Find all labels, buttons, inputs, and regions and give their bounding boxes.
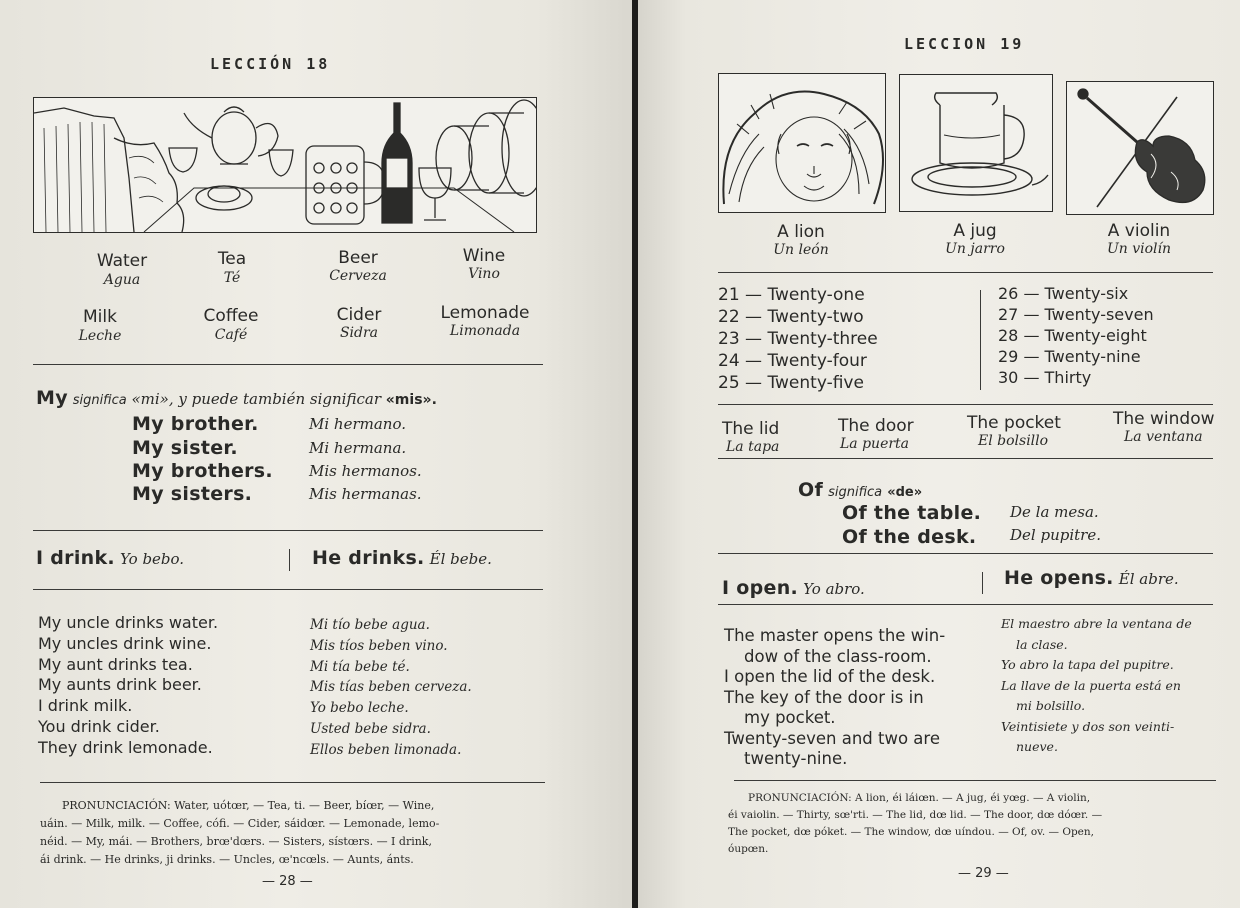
conj-es: Yo bebo. xyxy=(120,550,185,568)
page-number: — 28 — xyxy=(262,874,313,889)
vocab-en: The window xyxy=(1113,409,1215,429)
example-en: My brothers. xyxy=(132,460,273,482)
number-word: 27 — Twenty-seven xyxy=(998,305,1154,324)
of-rule xyxy=(798,479,922,501)
conj-es: Él abre. xyxy=(1118,570,1179,588)
rule-text: «mi», y puede también significar xyxy=(131,390,381,408)
number-word: 26 — Twenty-six xyxy=(998,284,1129,303)
sentence-es: Mi tía bebe té. xyxy=(310,658,410,675)
sentence-en: My uncle drinks water. xyxy=(38,613,219,632)
vocab-es: Agua xyxy=(103,272,141,288)
sentence-es: la clase. xyxy=(1016,636,1068,652)
sentence-en: The key of the door is in xyxy=(724,687,924,707)
conj-en: I drink. xyxy=(36,547,115,569)
example-es: Mis hermanos. xyxy=(309,462,422,480)
pronunciation-line: éi vaiolin. — Thirty, sœ'rti. — The lid, dœ lid. — The door, dœ dóœr. — xyxy=(728,809,1103,821)
divider xyxy=(718,272,1213,273)
pronunciation-line: PRONUNCIACIÓN: Water, uótœr, — Tea, ti. — Beer, bíœr, — Wine, xyxy=(62,799,435,812)
conj-en: He drinks. xyxy=(312,547,425,569)
sentence-en: twenty-nine. xyxy=(744,749,848,768)
vocab-es: Limonada xyxy=(449,323,521,339)
divider xyxy=(734,780,1216,781)
vocab-es: Té xyxy=(223,270,241,286)
sentence-es: Mi tío bebe agua. xyxy=(310,617,430,633)
number-word: 30 — Thirty xyxy=(998,368,1092,387)
vocab-es: Cerveza xyxy=(329,268,387,284)
divider xyxy=(718,404,1213,405)
sentence-es: Mis tías beben cerveza. xyxy=(310,679,472,696)
example-es: Mi hermano. xyxy=(309,415,406,433)
number-word: 28 — Twenty-eight xyxy=(998,326,1147,345)
pronunciation-line: óupœn. xyxy=(728,843,769,855)
example-es: Mis hermanas. xyxy=(309,485,422,503)
sentence-en: I drink milk. xyxy=(38,696,133,716)
sentence-en: my pocket. xyxy=(744,708,836,727)
sentence-en: You drink cider. xyxy=(38,717,160,736)
conj-i xyxy=(722,577,865,599)
vocab-en: Coffee xyxy=(203,306,259,326)
example-en: My sister. xyxy=(132,437,238,459)
conj-es: Él bebe. xyxy=(429,550,492,568)
sentence-en: They drink lemonade. xyxy=(38,737,213,757)
number-word: 29 — Twenty-nine xyxy=(998,347,1141,366)
number-word: 25 — Twenty-five xyxy=(718,373,864,393)
conj-he xyxy=(312,547,492,569)
pronunciation-line: The pocket, dœ póket. — The window, dœ uíndou. — Of, ov. — Open, xyxy=(728,826,1094,838)
pronunciation-line: PRONUNCIACIÓN: A lion, éi láiœn. — A jug, éi yœg. — A violin, xyxy=(748,792,1091,804)
vocab-en: The lid xyxy=(722,419,780,439)
drinks-illustration xyxy=(33,97,537,233)
sentence-es: Yo abro la tapa del pupitre. xyxy=(1001,657,1174,672)
picture-label-es: Un jarro xyxy=(945,241,1005,257)
picture-label-en: A violin xyxy=(1107,221,1171,241)
picture-label-es: Un león xyxy=(773,242,829,258)
picture-label-en: A lion xyxy=(777,222,825,242)
vocab-es: Sidra xyxy=(339,325,379,341)
sentence-es: nueve. xyxy=(1016,739,1058,754)
divider xyxy=(718,553,1213,554)
vocab-es: El bolsillo xyxy=(978,433,1049,449)
vocab-en: Milk xyxy=(83,307,117,327)
sentence-en: My aunt drinks tea. xyxy=(38,654,193,674)
sentence-es: Usted bebe sidra. xyxy=(310,721,431,737)
vocab-en: The door xyxy=(838,416,914,436)
example-es: Del pupitre. xyxy=(1010,526,1101,544)
divider xyxy=(980,290,981,390)
pronunciation-line: néid. — My, mái. — Brothers, brœ'dœrs. — Sisters, sístœrs. — I drink, xyxy=(40,835,432,848)
sentence-es: Yo bebo leche. xyxy=(310,700,409,717)
lesson-title: LECCION 19 xyxy=(904,35,1025,53)
sentence-en: dow of the class-room. xyxy=(744,646,932,666)
vocab-es: La tapa xyxy=(726,439,780,455)
number-word: 24 — Twenty-four xyxy=(718,351,867,371)
pronunciation-line: uáin. — Milk, milk. — Coffee, cófi. — Cider, sáidœr. — Lemonade, lemo- xyxy=(40,817,440,830)
number-word: 23 — Twenty-three xyxy=(718,329,878,349)
page-number: — 29 — xyxy=(958,866,1009,881)
sentence-en: My aunts drink beer. xyxy=(38,675,202,695)
divider xyxy=(718,458,1213,459)
vocab-en: Tea xyxy=(217,249,247,269)
vocab-es: La puerta xyxy=(840,436,910,452)
vocab-en: Cider xyxy=(336,305,382,325)
conj-en: I open. xyxy=(722,577,799,599)
picture-label-en: A jug xyxy=(953,221,997,241)
rule-word: My xyxy=(36,387,68,409)
vocab-en: Beer xyxy=(338,248,378,268)
sentence-es: Veintisiete y dos son veinti- xyxy=(1001,718,1175,734)
vocab-es: Café xyxy=(214,327,248,343)
rule-word: Of xyxy=(798,479,824,501)
my-rule xyxy=(36,387,437,409)
divider xyxy=(33,589,543,590)
sentence-es: mi bolsillo. xyxy=(1016,698,1086,713)
example-es: Mi hermana. xyxy=(309,439,407,457)
divider xyxy=(33,530,543,531)
vocab-en: The pocket xyxy=(967,413,1061,433)
example-en: My brother. xyxy=(132,413,259,435)
example-es: De la mesa. xyxy=(1010,503,1099,521)
sentence-en: My uncles drink wine. xyxy=(38,633,212,653)
divider xyxy=(718,604,1213,605)
sentence-en: Twenty-seven and two are xyxy=(724,728,940,748)
pronunciation-line: ái drink. — He drinks, ji drinks. — Uncles, œ'ncœls. — Aunts, ánts. xyxy=(40,853,414,866)
sentence-en: The master opens the win- xyxy=(724,626,946,645)
sentence-es: El maestro abre la ventana de xyxy=(1001,616,1192,631)
conj-i xyxy=(36,547,184,569)
lion-picture xyxy=(718,73,886,213)
rule-significa: significa xyxy=(72,393,127,408)
jug-picture xyxy=(899,74,1053,212)
rule-significa: significa xyxy=(828,485,883,500)
lesson-title: LECCIÓN 18 xyxy=(210,55,331,73)
rule-mis: «mis». xyxy=(385,392,437,408)
vocab-en: Water xyxy=(96,251,148,271)
sentence-en: I open the lid of the desk. xyxy=(724,667,936,686)
vocab-es: Leche xyxy=(78,328,122,344)
divider xyxy=(33,364,543,365)
divider xyxy=(289,549,290,571)
conj-en: He opens. xyxy=(1004,567,1114,589)
number-word: 22 — Twenty-two xyxy=(718,307,864,327)
picture-label-es: Un violín xyxy=(1106,241,1172,257)
divider xyxy=(982,572,983,594)
rule-text: «de» xyxy=(887,485,923,500)
divider xyxy=(40,782,545,783)
right-page xyxy=(638,0,1240,908)
example-en: Of the table. xyxy=(842,502,982,524)
number-word: 21 — Twenty-one xyxy=(718,285,865,305)
example-en: Of the desk. xyxy=(842,526,977,548)
vocab-en: Wine xyxy=(462,246,506,266)
sentence-es: Mis tíos beben vino. xyxy=(310,637,448,654)
vocab-es: La ventana xyxy=(1124,429,1203,445)
violin-picture xyxy=(1066,81,1214,215)
sentence-es: La llave de la puerta está en xyxy=(1001,677,1181,693)
vocab-en: Lemonade xyxy=(440,303,530,323)
conj-he xyxy=(1004,567,1179,589)
conj-es: Yo abro. xyxy=(803,580,865,598)
vocab-es: Vino xyxy=(468,266,500,282)
example-en: My sisters. xyxy=(132,483,253,505)
sentence-es: Ellos beben limonada. xyxy=(310,741,462,758)
